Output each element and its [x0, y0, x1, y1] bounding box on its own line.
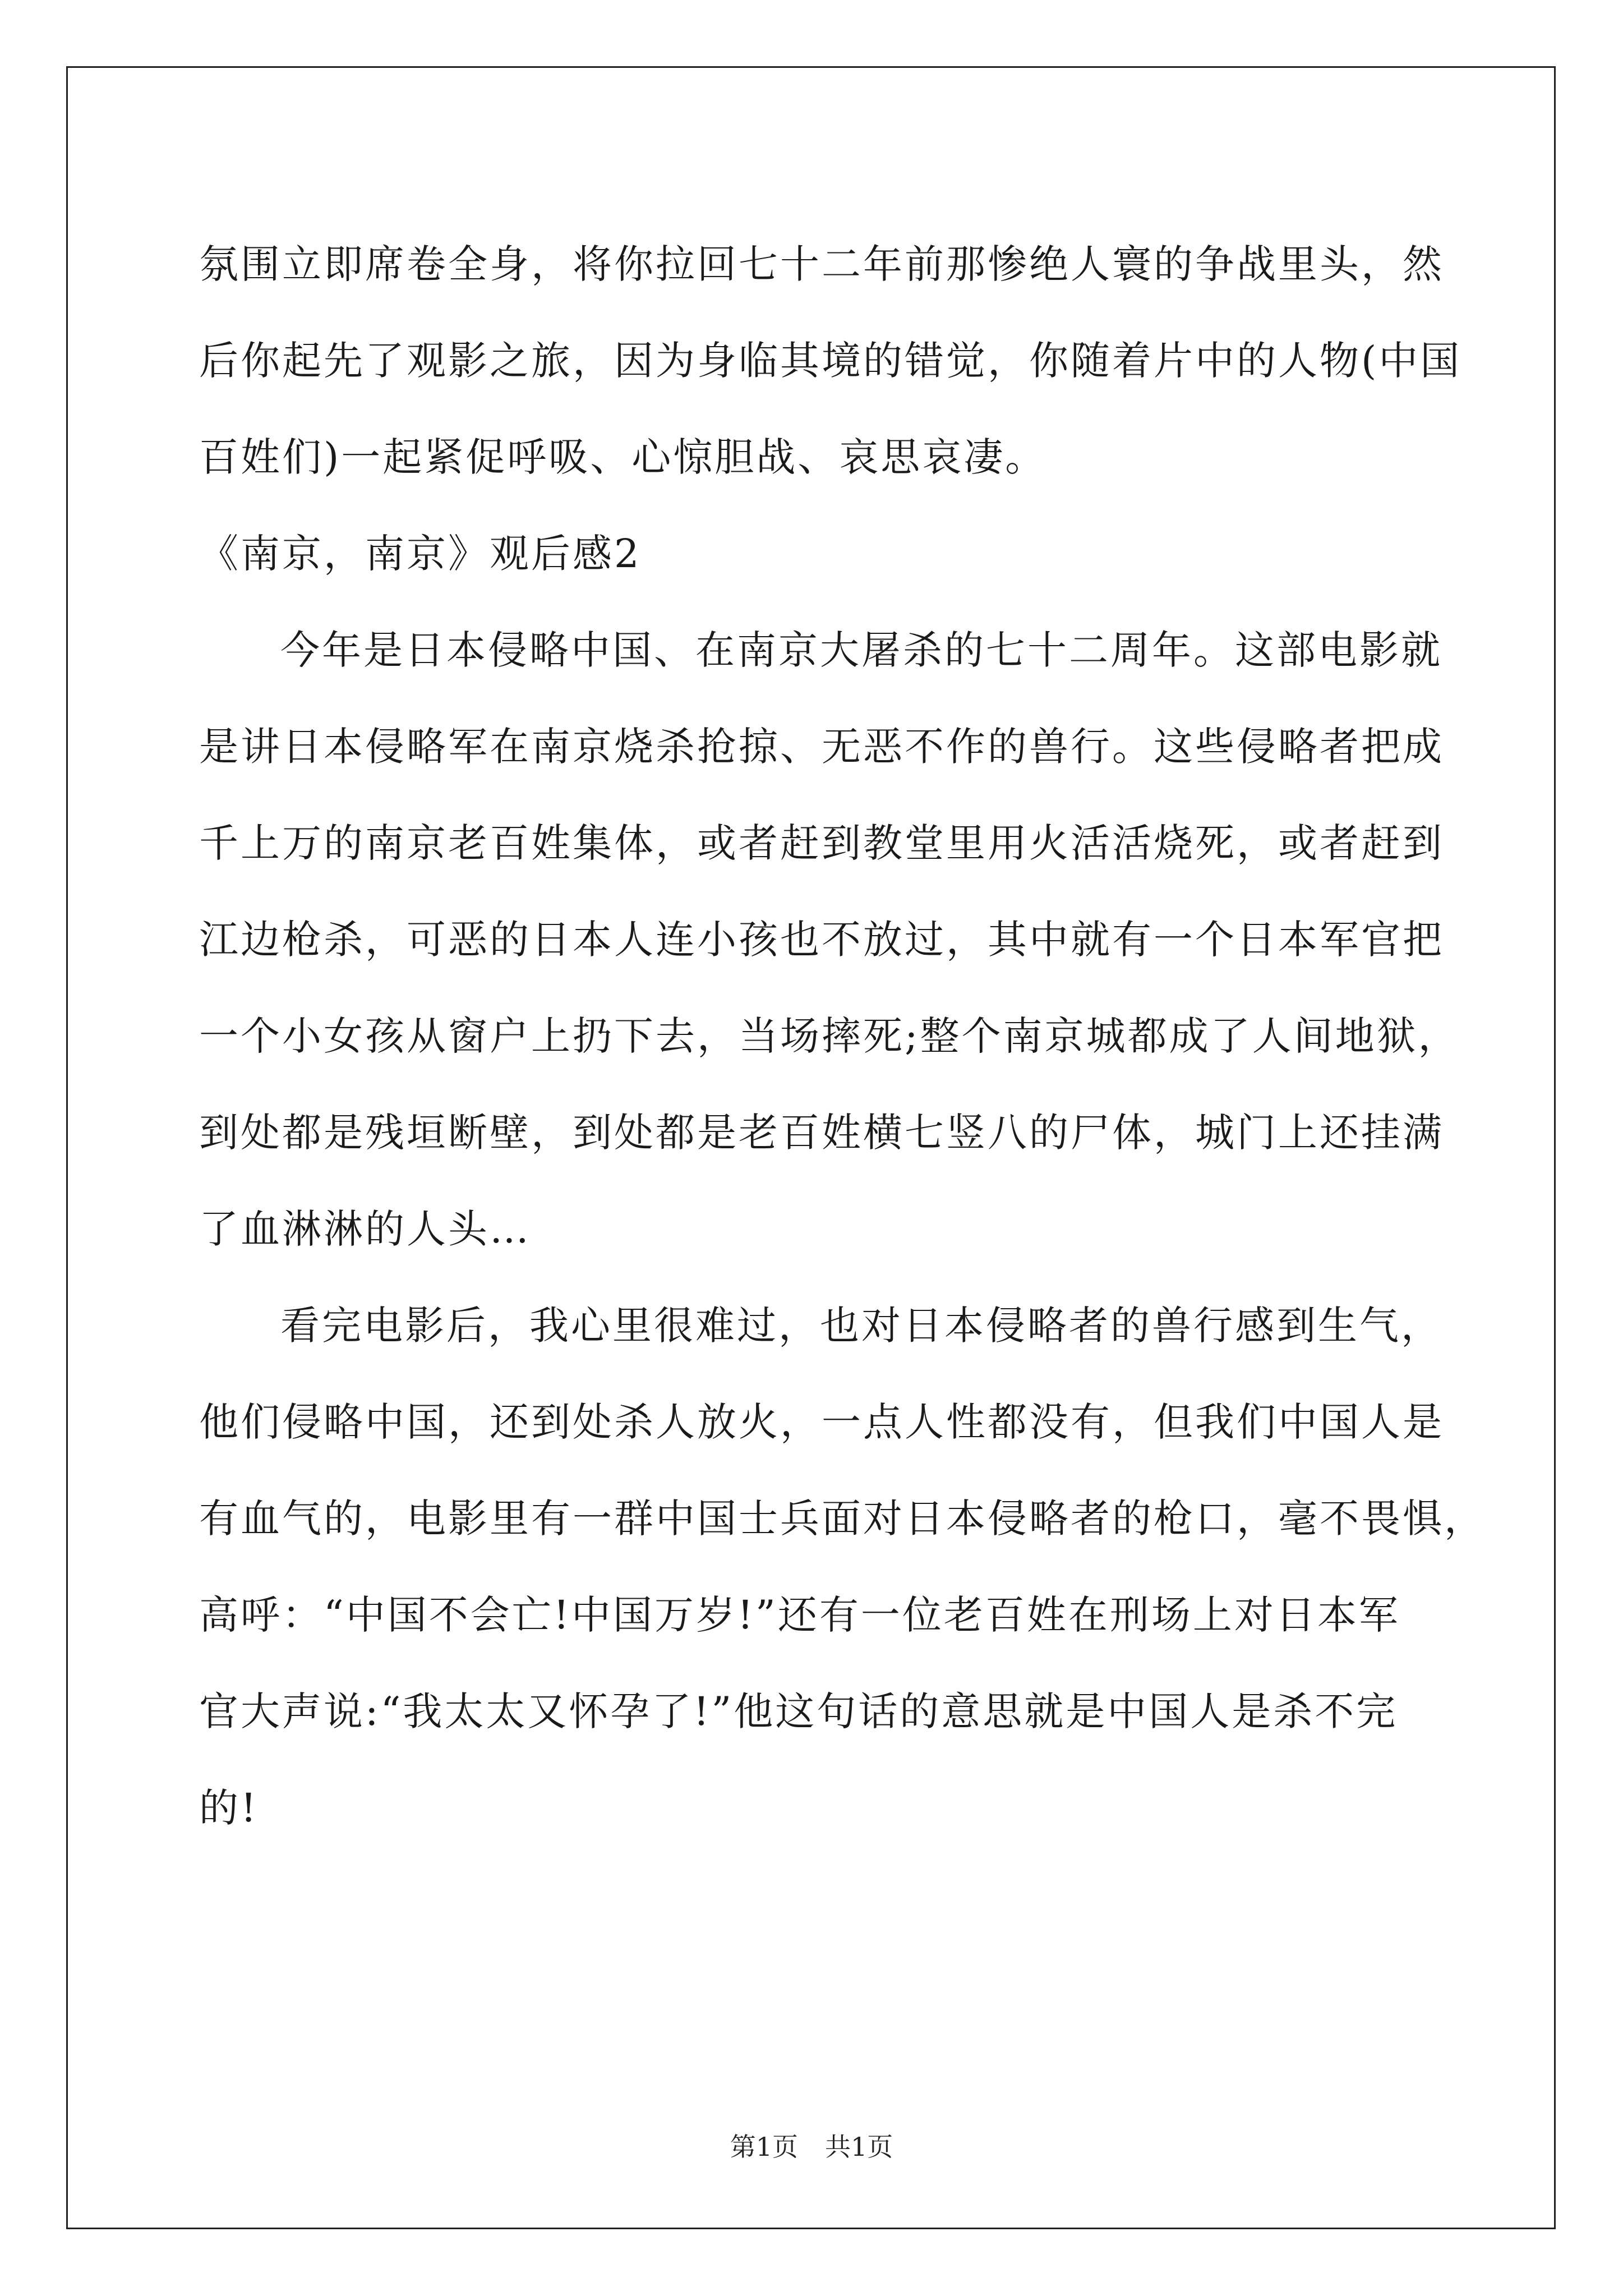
page-count: 共1页 [825, 2132, 893, 2162]
document-body [199, 216, 1486, 1856]
text-line: 千上万的南京老百姓集体，或者赶到教堂里用火活活烧死，或者赶到 [199, 820, 1444, 866]
text-line: 江边枪杀，可恶的日本人连小孩也不放过，其中就有一个日本军官把 [199, 917, 1444, 963]
text-line: 一个小女孩从窗户上扔下去，当场摔死;整个南京城都成了人间地狱， [199, 1013, 1460, 1059]
section-heading: 《南京，南京》观后感2 [199, 531, 642, 577]
text-line: 看完电影后，我心里很难过，也对日本侵略者的兽行感到生气， [280, 1303, 1442, 1349]
paragraph-1 [199, 216, 1462, 505]
text-line: 了血淋淋的人头… [199, 1206, 531, 1252]
text-line: 后你起先了观影之旅，因为身临其境的错觉，你随着片中的人物(中国 [199, 338, 1462, 384]
text-line: 是讲日本侵略军在南京烧杀抢掠、无恶不作的兽行。这些侵略者把成 [199, 724, 1444, 770]
text-line: 官大声说:“我太太又怀孕了!”他这句话的意思就是中国人是杀不完 [199, 1688, 1398, 1734]
text-line: 他们侵略中国，还到处杀人放火，一点人性都没有，但我们中国人是 [199, 1399, 1444, 1445]
text-line: 有血气的，电影里有一群中国士兵面对日本侵略者的枪口，毫不畏惧， [199, 1496, 1486, 1542]
text-line: 到处都是残垣断壁，到处都是老百姓横七竖八的尸体，城门上还挂满 [199, 1110, 1444, 1156]
page-number: 第1页 [730, 2132, 798, 2162]
text-line: 的! [199, 1785, 259, 1831]
text-line: 氛围立即席卷全身，将你拉回七十二年前那惨绝人寰的争战里头，然 [199, 241, 1444, 287]
text-line: 百姓们)一起紧促呼吸、心惊胆战、哀思哀凄。 [199, 434, 1047, 480]
paragraph-3 [199, 1277, 1486, 1856]
paragraph-2 [199, 602, 1460, 1277]
text-line: 今年是日本侵略中国、在南京大屠杀的七十二周年。这部电影就 [280, 627, 1442, 673]
text-line: 高呼：“中国不会亡!中国万岁!”还有一位老百姓在刑场上对日本军 [199, 1592, 1400, 1638]
page-footer [0, 2130, 1623, 2164]
